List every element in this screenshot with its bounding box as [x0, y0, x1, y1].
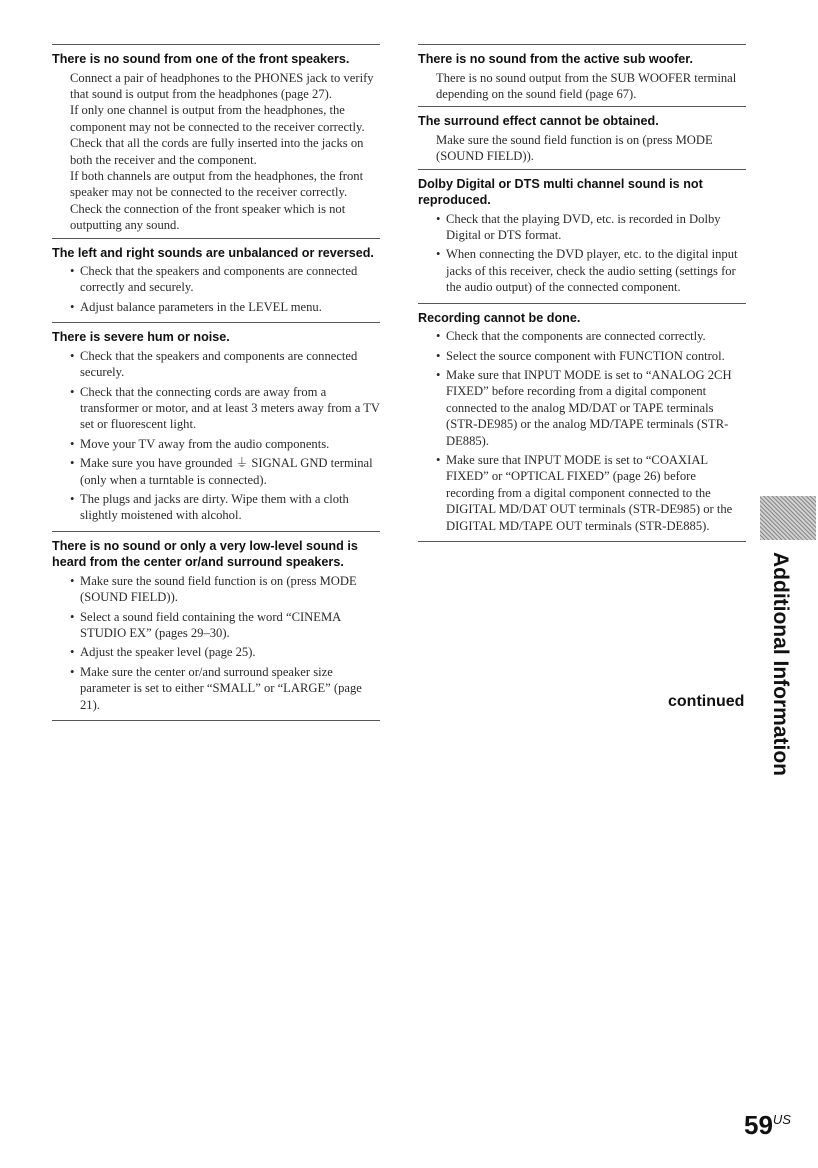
bullet-list — [52, 263, 380, 315]
page-number-suffix: US — [772, 1112, 791, 1127]
section-heading: Dolby Digital or DTS multi channel sound is not reproduced. — [418, 176, 703, 208]
list-item: • Check that the components are connected correctly. — [436, 328, 746, 344]
bullet-list — [418, 328, 746, 534]
paragraph: If only one channel is output from the headphones, the component may not be connected to the receiver correctly. Check that all the cords are fully inserted into the jacks on both the receiver and the component. — [70, 103, 365, 167]
right-column — [418, 44, 746, 542]
list-item: • Check that the speakers and components are connected securely. — [70, 348, 380, 381]
section-recording — [418, 303, 746, 542]
list-item: • Check that the playing DVD, etc. is recorded in Dolby Digital or DTS format. — [436, 211, 746, 244]
section-heading: There is no sound from one of the front speakers. — [52, 52, 350, 66]
paragraph: If both channels are output from the headphones, the front speaker may not be connected to the receiver correctly. Check the connection of the front speaker which is not outputting any sound. — [70, 168, 364, 233]
list-item: • Move your TV away from the audio components. — [70, 436, 380, 452]
section-heading: The surround effect cannot be obtained. — [418, 114, 659, 129]
section-heading: The left and right sounds are unbalanced or reversed. — [52, 245, 374, 260]
list-item: • Adjust balance parameters in the LEVEL menu. — [70, 299, 380, 315]
bullet-list — [52, 573, 380, 713]
bullet-list — [418, 211, 746, 296]
section-sub-woofer — [418, 44, 746, 106]
list-item: • Make sure that INPUT MODE is set to “COAXIAL FIXED” or “OPTICAL FIXED” (page 26) before recording from a digital component connected to the DIGITAL MD/DAT OUT terminals (STR-DE985) or the DIGITAL MD/TAPE OUT terminals (STR-DE885). — [436, 452, 746, 534]
section-heading: There is severe hum or noise. — [52, 330, 230, 345]
section-surround-effect — [418, 106, 746, 168]
list-item: • Make sure you have grounded ⏚ SIGNAL GND terminal (only when a turntable is connected). — [70, 455, 380, 488]
list-item: • Make sure the sound field function is on (press MODE (SOUND FIELD)). — [70, 573, 380, 606]
list-item: • The plugs and jacks are dirty. Wipe them with a cloth slightly moistened with alcohol. — [70, 491, 380, 524]
section-no-sound-front — [52, 44, 380, 238]
list-item: • Select the source component with FUNCTION control. — [436, 348, 746, 364]
continued-label: continued — [668, 693, 745, 710]
section-hum-noise — [52, 322, 380, 531]
list-item: • Make sure that INPUT MODE is set to “ANALOG 2CH FIXED” before recording from a digital component connected to the analog MD/DAT or TAPE terminals (STR-DE985) or the analog MD/TAPE terminals (STR-DE885). — [436, 367, 746, 449]
list-item: • Adjust the speaker level (page 25). — [70, 644, 380, 660]
section-heading: There is no sound or only a very low-level sound is heard from the center or/and surround speakers. — [52, 538, 358, 570]
paragraph: There is no sound output from the SUB WOOFER terminal depending on the sound field (page 67). — [436, 70, 737, 101]
page-number — [744, 1110, 791, 1141]
section-center-surround — [52, 531, 380, 721]
bullet-list — [52, 348, 380, 524]
list-item: • Check that the speakers and components are connected correctly and securely. — [70, 263, 380, 296]
section-dolby-dts — [418, 169, 746, 303]
paragraph: Connect a pair of headphones to the PHONES jack to verify that sound is output from the headphones (page 27). — [70, 70, 374, 101]
left-column — [52, 44, 380, 721]
section-heading: Recording cannot be done. — [418, 310, 581, 325]
section-unbalanced — [52, 238, 380, 323]
list-item: • When connecting the DVD player, etc. to the digital input jacks of this receiver, check the audio setting (settings for the audio output) of the connected component. — [436, 246, 746, 295]
side-section-label: Additional Information — [769, 552, 792, 776]
list-item: • Make sure the center or/and surround speaker size parameter is set to either “SMALL” or “LARGE” (page 21). — [70, 664, 380, 713]
page-number-value: 59 — [744, 1110, 773, 1140]
section-tab-marker — [760, 496, 816, 540]
paragraph: Make sure the sound field function is on (press MODE (SOUND FIELD)). — [436, 132, 713, 164]
list-item: • Select a sound field containing the word “CINEMA STUDIO EX” (pages 29–30). — [70, 609, 380, 642]
section-heading: There is no sound from the active sub woofer. — [418, 52, 694, 66]
list-item: • Check that the connecting cords are away from a transformer or motor, and at least 3 meters away from a TV set or fluorescent light. — [70, 384, 380, 433]
